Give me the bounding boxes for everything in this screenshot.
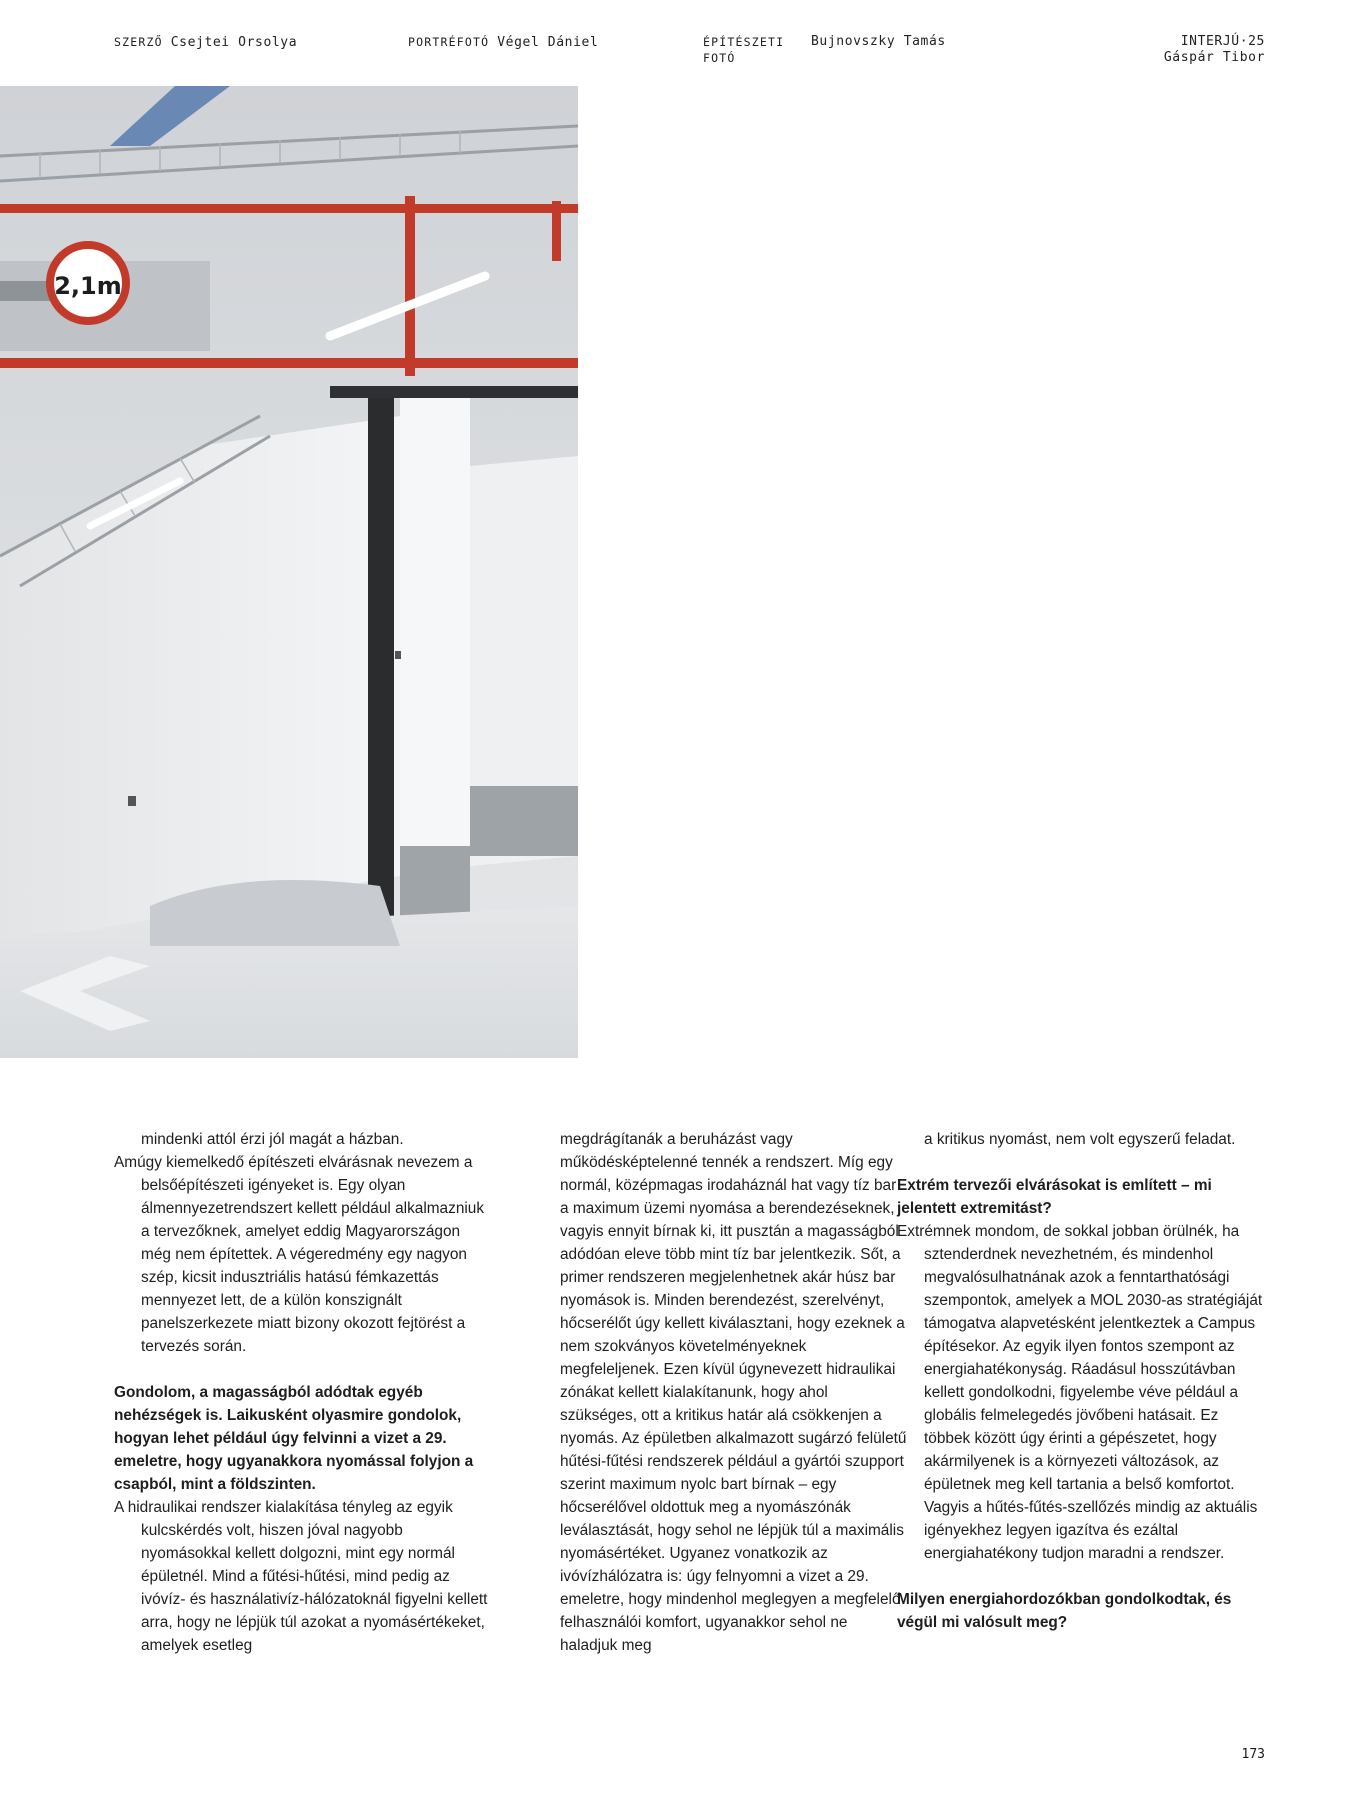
body-paragraph: A hidraulikai rendszer kialakítása tényleg az egyik kulcskérdés volt, hiszen jóval nagyobb nyomásokkal kellett dolgozni, mint egy normál épületnél. Mind a fűtési-hűtési, mind pedig az ivóvíz- és használativíz-hálózatoknál figyelni kellett arra, hogy ne lépjük túl azokat a nyomásértékeket, amelyek esetleg	[114, 1499, 488, 1654]
section-tag	[1164, 34, 1265, 66]
section-name: Gáspár Tibor	[1163, 50, 1265, 65]
credit-portrait	[408, 34, 598, 51]
credit-author	[114, 34, 297, 51]
section-label: INTERJÚ·25	[1180, 34, 1265, 49]
garage-photo	[0, 86, 578, 1058]
credit-portrait-name: Végel Dániel	[497, 35, 599, 50]
body-paragraph: a kritikus nyomást, nem volt egyszerű feladat.	[924, 1131, 1236, 1148]
text-column-1	[114, 1128, 489, 1657]
credit-arch-label: ÉPÍTÉSZETI FOTÓ	[703, 35, 785, 65]
interview-question: Milyen energiahordozókban gondolkodtak, és végül mi valósult meg?	[897, 1591, 1232, 1631]
credit-author-name: Csejtei Orsolya	[170, 35, 298, 50]
body-paragraph: megdrágítanák a beruházást vagy működésképtelenné tennék a rendszert. Míg egy normál, középmagas irodaháznál hat vagy tíz bar a maximum üzemi nyomása a berendezéseknek, vagyis ennyit bírnak ki, itt pusztán a magasságból adódóan eleve több mint tíz bar jelentkezik. Sőt, a primer rendszeren megjelenhetnek akár húsz bar nyomások is. Minden berendezést, szerelvényt, hőcserélőt úgy kellett kiválasztani, hogy ezeknek a nem szokványos követelményeknek megfeleljenek. Ezen kívül úgynevezett hidraulikai zónákat kellett kialakítanunk, hogy ahol szükséges, ott a kritikus határ alá csökkenjen a nyomás. Az épületben alkalmazott sugárzó felületű hűtési-fűtési rendszerek például a gyártói szupport szerint maximum nyolc bart bírnak – egy hőcserélővel oldottuk meg a nyomászónák leválasztását, hogy sehol ne lépjük túl a maximális nyomásértéket. Ugyanez vonatkozik az ivóvízhálózatra is: úgy felnyomni a vizet a 29. emeletre, hogy mindenhol meglegyen a megfelelő felhasználói komfort, ugyanakkor sehol ne haladjuk meg	[560, 1131, 907, 1654]
interview-question: Gondolom, a magasságból adódtak egyéb nehézségek is. Laikusként olyasmire gondolok, hogyan lehet például úgy felvinni a vizet a 29. emeletre, hogy ugyanakkora nyomással folyjon a csapból, mint a földszinten.	[114, 1384, 474, 1493]
credit-portrait-label: PORTRÉFOTÓ	[408, 35, 490, 49]
clearance-sign-text: 2,1m	[54, 272, 122, 300]
interview-question: Extrém tervezői elvárásokat is említett – mi jelentett extremitást?	[897, 1177, 1212, 1217]
credit-author-label: SZERZŐ	[114, 35, 163, 49]
body-paragraph: Amúgy kiemelkedő építészeti elvárásnak nevezem a belsőépítészeti igényeket is. Egy olyan álmennyezetrendszert kellett például alkalmazniuk a tervezőknek, amelyet eddig Magyarországon még nem építettek. A végeredmény egy nagyon szép, kicsit indusztriális hatású fémkazettás mennyezet lett, de a külön konszignált panelszerkezete miatt bizony okozott fejtörést a tervezés során.	[114, 1154, 485, 1355]
body-paragraph: Extrémnek mondom, de sokkal jobban örülnék, ha sztenderdnek nevezhetném, és mindenhol megvalósulhatnának azok a fenntarthatósági szempontok, amelyek a MOL 2030-as stratégiáját támogatva alapvetésként jelentkeztek a Campus építésekor. Az egyik ilyen fontos szempont az energiahatékonyság. Ráadásul hosszútávban kellett gondolkodni, figyelembe véve például a globális felmelegedés jövőbeni hatásait. Ez többek között úgy érinti a gépészetet, hogy akármilyenek is a környezeti változások, az épületnek meg kell tartania a belső komfortot. Vagyis a hűtés-fűtés-szellőzés mindig az aktuális igényekhez legyen igazítva és ezáltal energiahatékony tudjon maradni a rendszer.	[897, 1223, 1263, 1562]
page-number: 173	[1241, 1747, 1265, 1762]
body-paragraph: mindenki attól érzi jól magát a házban.	[141, 1131, 404, 1148]
credit-arch-name: Bujnovszky Tamás	[811, 34, 946, 49]
credit-arch	[703, 34, 946, 66]
text-column-2	[533, 1128, 908, 1657]
text-column-3	[897, 1128, 1265, 1634]
